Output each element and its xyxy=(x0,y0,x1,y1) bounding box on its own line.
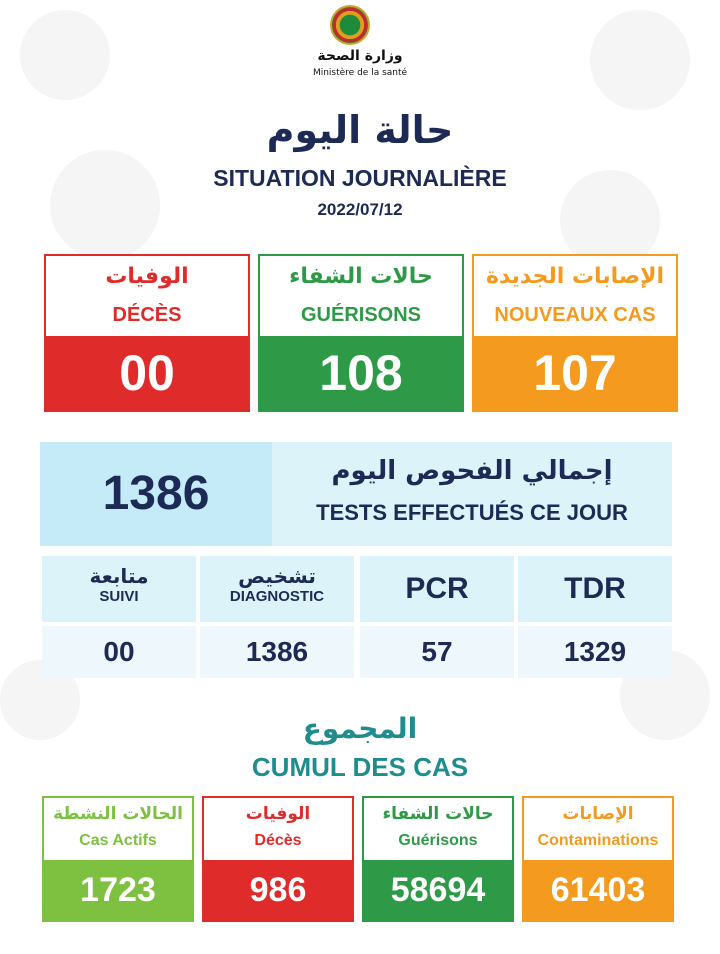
report-date: 2022/07/12 xyxy=(317,200,403,219)
daily-recoveries-card xyxy=(258,254,464,412)
daily-recoveries-label-ar: حالات الشفاء xyxy=(289,264,433,289)
cumul-title-french: CUMUL DES CAS xyxy=(251,752,469,782)
cumul-active-cases-card xyxy=(42,796,194,922)
cumul-title-arabic: المجموع xyxy=(302,712,418,745)
cumul-contaminations-card xyxy=(522,796,674,922)
tests-diagnostic-value: 1386 xyxy=(200,626,354,678)
cumul-contaminations-value: 61403 xyxy=(524,860,672,920)
daily-deaths-value: 00 xyxy=(46,336,248,410)
daily-deaths-label-ar: الوفيات xyxy=(105,264,189,289)
tests-tdr-header xyxy=(518,556,672,622)
daily-new-cases-value: 107 xyxy=(474,336,676,410)
daily-deaths-label-fr: DÉCÈS xyxy=(112,304,182,326)
daily-new-cases-card xyxy=(472,254,678,412)
background-virus-shape xyxy=(20,10,110,100)
cumul-active-cases-label-ar: الحالات النشطة xyxy=(53,804,183,824)
tests-pcr-header xyxy=(360,556,514,622)
cumul-contaminations-label-ar: الإصابات xyxy=(562,804,634,824)
tests-pcr-column xyxy=(360,556,514,678)
cumul-deaths-value: 986 xyxy=(204,860,352,920)
cumul-deaths-card xyxy=(202,796,354,922)
tests-label-arabic: إجمالي الفحوص اليوم xyxy=(331,456,613,486)
tests-pcr-value: 57 xyxy=(360,626,514,678)
page-title-french: SITUATION JOURNALIÈRE xyxy=(213,165,507,191)
tests-label-french: TESTS EFFECTUÉS CE JOUR xyxy=(316,500,628,525)
tests-tdr-column xyxy=(518,556,672,678)
tests-total-value: 1386 xyxy=(102,467,210,520)
cumul-deaths-label-ar: الوفيات xyxy=(245,804,311,824)
tests-followup-label-fr: SUIVI xyxy=(99,588,139,605)
tests-tdr-label: TDR xyxy=(564,572,626,605)
tests-diagnostic-label-ar: تشخيص xyxy=(238,564,316,588)
page-title-arabic: حالة اليوم xyxy=(266,108,454,152)
tests-diagnostic-header xyxy=(200,556,354,622)
cumul-deaths-label-fr: Décès xyxy=(254,832,302,849)
cumul-recoveries-label-ar: حالات الشفاء xyxy=(382,804,494,824)
daily-new-cases-label-ar: الإصابات الجديدة xyxy=(485,264,665,289)
background-virus-shape xyxy=(590,10,690,110)
daily-recoveries-label-fr: GUÉRISONS xyxy=(300,304,422,326)
tests-followup-header xyxy=(42,556,196,622)
cumul-active-cases-value: 1723 xyxy=(44,860,192,920)
tests-pcr-label: PCR xyxy=(405,572,469,605)
ministry-emblem-icon xyxy=(330,5,370,45)
tests-tdr-value: 1329 xyxy=(518,626,672,678)
tests-followup-label-ar: متابعة xyxy=(89,564,149,588)
cumul-recoveries-label-fr: Guérisons xyxy=(398,832,478,849)
tests-followup-value: 00 xyxy=(42,626,196,678)
tests-followup-column xyxy=(42,556,196,678)
ministry-name-arabic: وزارة الصحة xyxy=(317,48,403,64)
daily-recoveries-value: 108 xyxy=(260,336,462,410)
tests-diagnostic-label-fr: DIAGNOSTIC xyxy=(229,588,325,605)
daily-new-cases-label-fr: NOUVEAUX CAS xyxy=(494,304,656,326)
tests-diagnostic-column xyxy=(200,556,354,678)
cumul-recoveries-value: 58694 xyxy=(364,860,512,920)
daily-deaths-card xyxy=(44,254,250,412)
ministry-name-french: Ministère de la santé xyxy=(312,68,408,78)
cumul-active-cases-label-fr: Cas Actifs xyxy=(79,832,157,849)
cumul-contaminations-label-fr: Contaminations xyxy=(537,832,659,849)
cumul-recoveries-card xyxy=(362,796,514,922)
